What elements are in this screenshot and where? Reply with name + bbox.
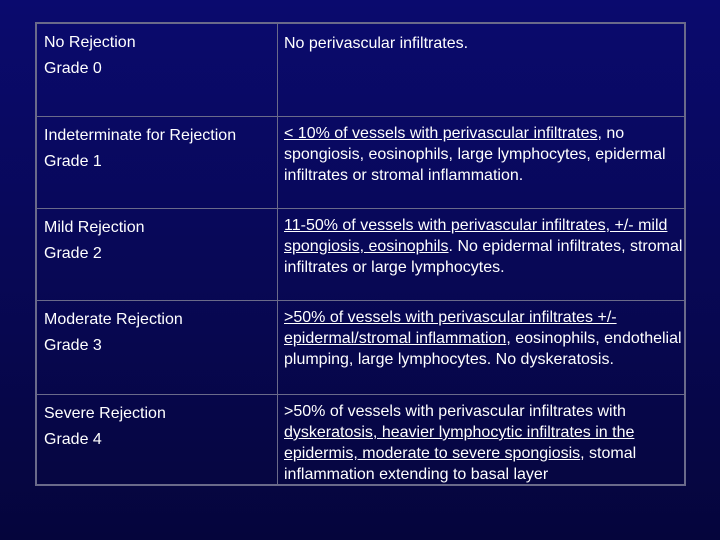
description-cell xyxy=(284,215,684,278)
description-cell xyxy=(284,307,684,370)
description-text: , eosinophils, endothelial plumping, large lymphocytes. No dyskeratosis. xyxy=(284,330,682,368)
grade-number: Grade 0 xyxy=(44,60,102,77)
description-cell xyxy=(284,123,684,186)
grade-label: Moderate Rejection xyxy=(44,311,183,328)
description-text: , stomal inflammation extending to basal layer xyxy=(284,445,637,483)
grade-number: Grade 3 xyxy=(44,337,102,354)
grade-cell xyxy=(44,30,272,82)
description-underlined-text: 11-50% of vessels with perivascular infiltrates, +/- mild spongiosis, eosinophils xyxy=(284,217,668,255)
column-divider xyxy=(277,395,278,484)
table-row-grade-1 xyxy=(37,116,684,208)
description-underlined-text: dyskeratosis, heavier lymphocytic infiltrates in the epidermis, moderate to severe spongiosis xyxy=(284,424,635,462)
description-text: . No epidermal infiltrates, stromal infiltrates or large lymphocytes. xyxy=(284,238,683,276)
grade-label: Mild Rejection xyxy=(44,219,145,236)
column-divider xyxy=(277,117,278,208)
grade-label: No Rejection xyxy=(44,34,136,51)
description-text: , no spongiosis, eosinophils, large lymphocytes, epidermal infiltrates or stromal inflammation. xyxy=(284,125,666,184)
grade-number: Grade 4 xyxy=(44,431,102,448)
table-row-grade-2 xyxy=(37,208,684,300)
description-underlined-text: < 10% of vessels with perivascular infiltrates xyxy=(284,125,598,142)
grade-cell xyxy=(44,307,272,359)
grade-label: Severe Rejection xyxy=(44,405,166,422)
grade-number: Grade 1 xyxy=(44,153,102,170)
table-row-grade-0 xyxy=(37,24,684,116)
table-row-grade-4 xyxy=(37,394,684,484)
column-divider xyxy=(277,301,278,394)
grade-cell xyxy=(44,123,272,175)
description-cell xyxy=(284,31,684,57)
description-underlined-text: >50% of vessels with perivascular infiltrates +/- epidermal/stromal inflammation xyxy=(284,309,617,347)
grade-cell xyxy=(44,401,272,453)
rejection-grade-table xyxy=(35,22,686,486)
description-text: >50% of vessels with perivascular infiltrates with xyxy=(284,403,626,420)
table-row-grade-3 xyxy=(37,300,684,394)
description-text: No perivascular infiltrates. xyxy=(284,35,469,52)
grade-cell xyxy=(44,215,272,267)
column-divider xyxy=(277,24,278,116)
grade-number: Grade 2 xyxy=(44,245,102,262)
column-divider xyxy=(277,209,278,300)
description-cell xyxy=(284,401,684,485)
grade-label: Indeterminate for Rejection xyxy=(44,127,237,144)
